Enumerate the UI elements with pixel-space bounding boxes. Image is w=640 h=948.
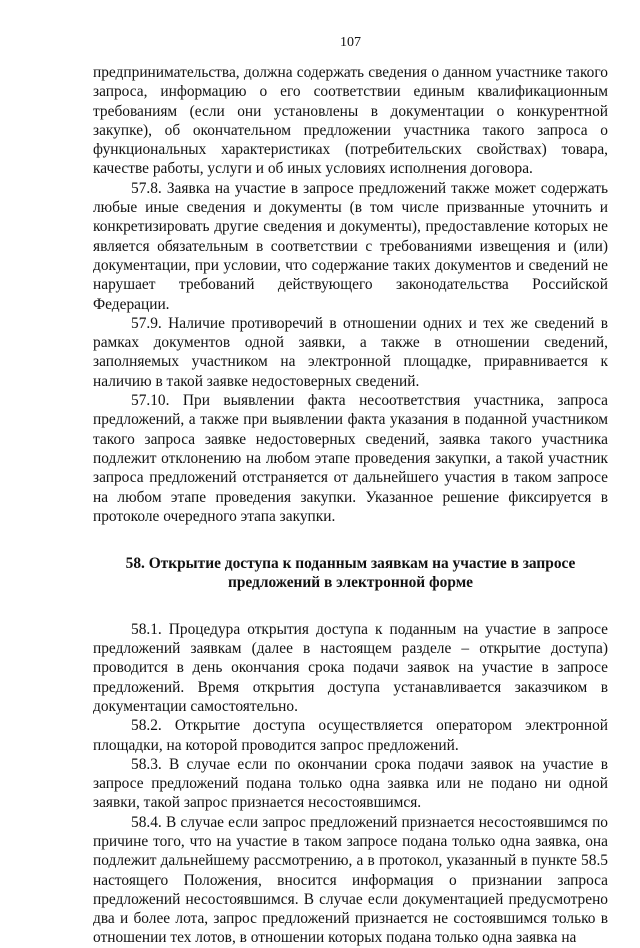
paragraph-58-4: 58.4. В случае если запрос предложений признается несостоявшимся по причине того, что на участие в таком запросе подана только одна заявка, она подлежит дальнейшему рассмотрению, а в протокол, указанный в пункте 58.5 настоящего Положения, вносится информация о признании запроса предложений несостоявшимся. В случае если документацией предусмотрено два и более лота, запрос предложений признается не состоявшимся только в отношении тех лотов, в отношении которых подана только одна заявка на [93, 813, 608, 947]
paragraph-58-1: 58.1. Процедура открытия доступа к поданным на участие в запросе предложений заявкам (далее в настоящем разделе – открытие доступа) проводится в день окончания срока подачи заявок на участие в запросе предложений. Время открытия доступа устанавливается заказчиком в документации самостоятельно. [93, 620, 608, 715]
paragraph-58-2: 58.2. Открытие доступа осуществляется оператором электронной площадки, на которой проводится запрос предложений. [93, 717, 608, 754]
section-heading-58 [93, 554, 608, 593]
section-heading-line-2: предложений в электронной форме [227, 574, 474, 592]
paragraph-58-3: 58.3. В случае если по окончании срока подачи заявок на участие в запросе предложений подана только одна заявка или не подано ни одной заявки, такой запрос признается несостоявшимся. [93, 755, 608, 812]
page-number: 107 [340, 35, 361, 50]
section-heading-line-1: 58. Открытие доступа к поданным заявкам на участие в запросе [125, 555, 576, 573]
paragraph-continuation: предпринимательства, должна содержать сведения о данном участнике такого запроса, информацию о его соответствии единым квалификационным требованиям (если они установлены в документации о конкурентной закупке), об окончательном предложении участника такого запроса о функциональных характеристиках (потребительских свойствах) товара, качестве работы, услуги и об иных условиях исполнения договора. [93, 64, 608, 178]
paragraph-57-8: 57.8. Заявка на участие в запросе предложений также может содержать любые иные сведения и документы (в том числе призванные уточнить и конкретизировать другие сведения и документы), предоставление которых не является обязательным в соответствии с требованиями извещения и (или) документации, при условии, что содержание таких документов и сведений не нарушает требований действующего законодательства Российской Федерации. [93, 179, 608, 313]
paragraph-57-9: 57.9. Наличие противоречий в отношении одних и тех же сведений в рамках документов одной заявки, а также в отношении сведений, заполняемых участником на электронной площадке, приравнивается к наличию в такой заявке недостоверных сведений. [93, 314, 608, 390]
paragraph-57-10: 57.10. При выявлении факта несоответствия участника, запроса предложений, а также при выявлении факта указания в поданной участником такого запроса заявке недостоверных сведений, заявка такого участника подлежит отклонению на любом этапе проведения закупки, а такой участник запроса предложений отстраняется от дальнейшего участия в таком запросе на любом этапе проведения закупки. Указанное решение фиксируется в протоколе очередного этапа закупки. [93, 392, 608, 525]
